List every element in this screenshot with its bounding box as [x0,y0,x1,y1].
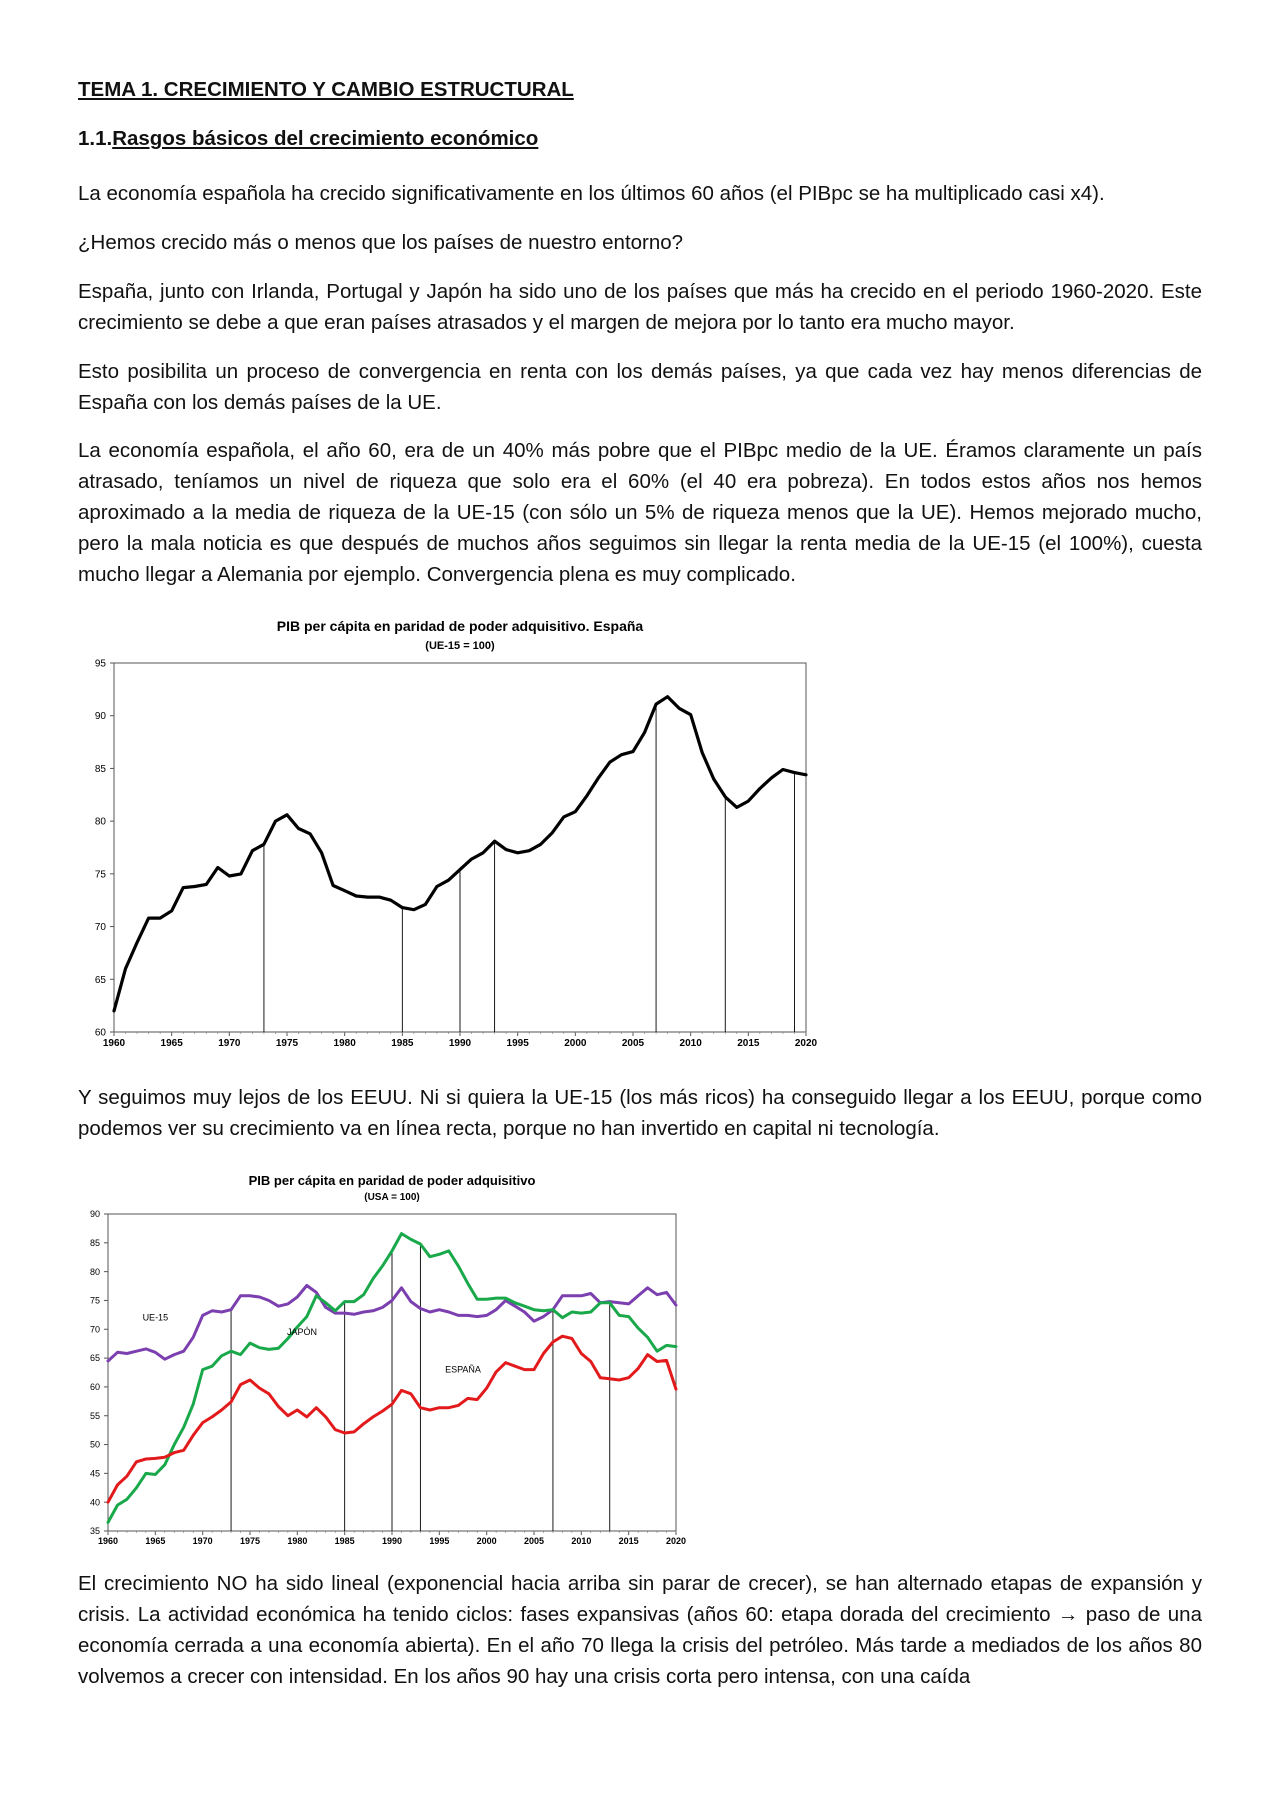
y-tick-label: 75 [94,869,106,881]
series-annotation: UE-15 [142,1312,169,1323]
x-tick-label: 1975 [239,1536,261,1546]
y-tick-label: 70 [89,1324,100,1335]
paragraph-7: El crecimiento NO ha sido lineal (exponencial hacia arriba sin parar de crecer), se han alternado etapas de expansión y crisis. La actividad económica ha tenido ciclos: fases expansivas (años 60: etapa dorada del crecimiento → paso de una economía cerrada a una economía abierta). En el año 70 llega la crisis del petróleo. Más tarde a mediados de los años 80 volvemos a crecer con intensidad. En los años 90 hay una crisis corta pero intensa, con una caída [78,1572,1202,1688]
x-tick-label: 1980 [287,1536,308,1546]
chart-title: PIB per cápita en paridad de poder adquisitivo [248,1173,536,1188]
page-title: TEMA 1. CRECIMIENTO Y CAMBIO ESTRUCTURAL [78,78,574,101]
y-tick-label: 85 [94,763,106,775]
paragraph-2: ¿Hemos crecido más o menos que los países de nuestro entorno? [78,231,684,254]
x-tick-label: 1985 [334,1536,355,1546]
x-tick-label: 1970 [218,1038,241,1049]
x-tick-label: 2015 [618,1536,639,1546]
section-number: 1.1. [78,127,113,150]
section-title: Rasgos básicos del crecimiento económico [112,127,539,150]
y-tick-label: 55 [89,1410,100,1421]
x-tick-label: 1975 [275,1038,299,1049]
y-tick-label: 65 [89,1353,100,1364]
y-tick-label: 70 [94,922,106,934]
y-tick-label: 85 [89,1237,100,1248]
section-heading [78,127,538,151]
series-annotation: JAPÓN [287,1327,318,1338]
x-tick-label: 1995 [506,1038,529,1049]
x-tick-label: 1970 [192,1536,213,1546]
x-tick-label: 2020 [794,1038,818,1049]
x-tick-label: 1990 [381,1536,403,1546]
paragraph-4: Esto posibilita un proceso de convergencia en renta con los demás países, ya que cada vez hay menos diferencias de España con los demás países de la UE. [78,360,1202,414]
x-tick-label: 2005 [523,1536,545,1546]
y-tick-label: 35 [89,1526,100,1537]
y-tick-label: 95 [94,658,106,670]
paragraph-3: España, junto con Irlanda, Portugal y Japón ha sido uno de los países que más ha crecido en el periodo 1960-2020. Este crecimiento se debe a que eran países atrasados y el margen de mejora por lo tanto era mucho mayor. [78,280,1202,334]
y-tick-label: 50 [89,1439,100,1450]
x-tick-label: 1960 [97,1536,119,1546]
x-tick-label: 2010 [571,1536,592,1546]
y-tick-label: 60 [89,1382,100,1393]
x-tick-label: 2000 [564,1038,587,1049]
x-tick-label: 1995 [429,1536,450,1546]
x-tick-label: 1960 [102,1038,126,1049]
x-tick-label: 1985 [391,1038,414,1049]
spain-eu-gdp-chart [78,605,833,1065]
x-tick-label: 2005 [621,1038,645,1049]
y-tick-label: 40 [89,1497,100,1508]
x-tick-label: 1965 [145,1536,166,1546]
y-tick-label: 90 [89,1209,100,1220]
paragraph-1: La economía española ha crecido significativamente en los últimos 60 años (el PIBpc se ha multiplicado casi x4). [78,182,1105,205]
chart-title: PIB per cápita en paridad de poder adquisitivo. España [276,618,644,634]
x-tick-label: 2020 [665,1536,687,1546]
paragraph-5: La economía española, el año 60, era de un 40% más pobre que el PIBpc medio de la UE. Éramos claramente un país atrasado, teníamos un nivel de riqueza que solo era el 60% (el 40 era pobreza). En todos estos años nos hemos aproximado a la media de riqueza de la UE-15 (con sólo un 5% de riqueza menos que la UE). Hemos mejorado mucho, pero la mala noticia es que después de muchos años seguimos sin llegar la renta media de la UE-15 (el 100%), cuesta mucho llegar a Alemania por ejemplo. Convergencia plena es muy complicado. [78,439,1202,586]
y-tick-label: 75 [89,1295,100,1306]
y-tick-label: 65 [94,974,106,986]
x-tick-label: 2000 [476,1536,497,1546]
x-tick-label: 1980 [333,1038,356,1049]
paragraph-6: Y seguimos muy lejos de los EEUU. Ni si quiera la UE-15 (los más ricos) ha conseguido llegar a los EEUU, porque como podemos ver su crecimiento va en línea recta, porque no han invertido en capital ni tecnología. [78,1086,1202,1140]
chart-subtitle: (USA = 100) [364,1192,420,1203]
usa-gdp-comparison-chart [78,1168,698,1553]
x-tick-label: 2015 [737,1038,760,1049]
chart-subtitle: (UE-15 = 100) [425,640,495,652]
y-tick-label: 80 [89,1266,100,1277]
x-tick-label: 2010 [679,1038,702,1049]
y-tick-label: 45 [89,1468,100,1479]
series-annotation: ESPAÑA [445,1364,481,1375]
x-tick-label: 1965 [160,1038,183,1049]
y-tick-label: 90 [94,711,106,723]
x-tick-label: 1990 [448,1038,472,1049]
y-tick-label: 60 [94,1027,106,1039]
y-tick-label: 80 [94,816,106,828]
